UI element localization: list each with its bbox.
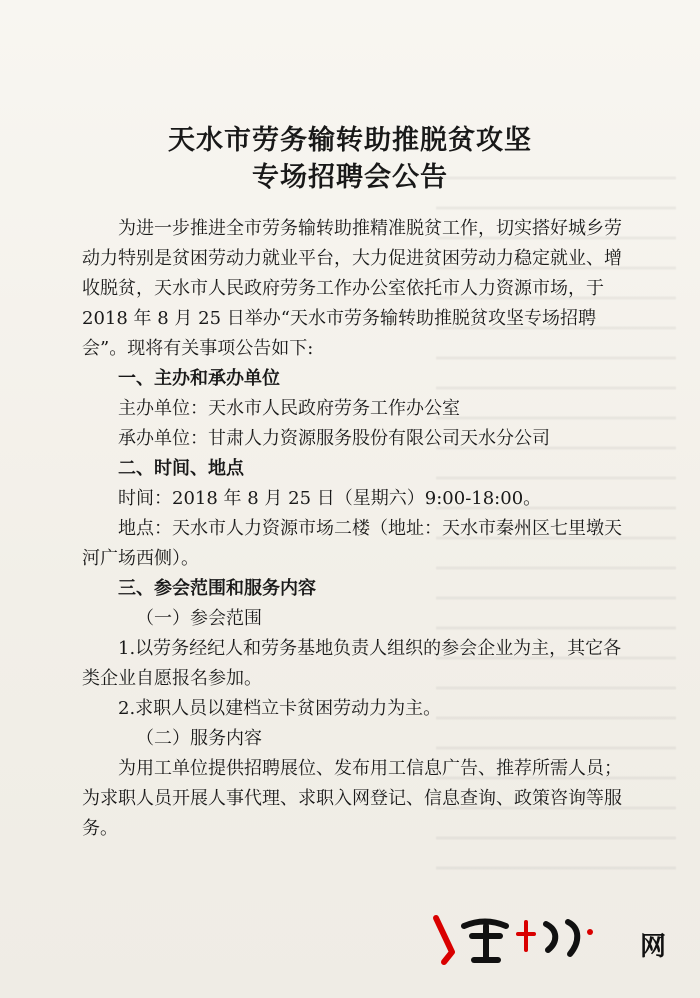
site-watermark: [426, 906, 666, 976]
service-content-text: 为用工单位提供招聘展位、发布用工信息广告、推荐所需人员；为求职人员开展人事代理、求职入网登记、信息查询、政策咨询等服务。: [82, 758, 622, 839]
calligraphy-logo-icon: [426, 908, 606, 972]
document-title-line1: 天水市劳务输转助推脱贫攻坚: [168, 125, 532, 156]
site-watermark-text: 网: [639, 931, 666, 961]
organizer-line: 承办单位：甘肃人力资源服务股份有限公司天水分公司: [118, 428, 550, 449]
place-line: 地点：天水市人力资源市场二楼（地址：天水市秦州区七里墩天河广场西侧）。: [82, 518, 622, 569]
section-3-heading: 三、参会范围和服务内容: [118, 578, 316, 599]
participation-scope-heading: （一）参会范围: [136, 608, 262, 629]
participation-item-1: 1.以劳务经纪人和劳务基地负责人组织的参会企业为主，其它各类企业自愿报名参加。: [82, 638, 622, 689]
service-content-heading: （二）服务内容: [136, 728, 262, 749]
section-2-heading: 二、时间、地点: [118, 458, 244, 479]
host-line: 主办单位：天水市人民政府劳务工作办公室: [118, 398, 460, 419]
section-1-heading: 一、主办和承办单位: [118, 368, 280, 389]
intro-paragraph: 为进一步推进全市劳务输转助推精准脱贫工作，切实搭好城乡劳动力特别是贫困劳动力就业平台，大力促进贫困劳动力稳定就业、增收脱贫，天水市人民政府劳务工作办公室依托市人力资源市场，于 2018 年 8 月 25 日举办“天水市劳务输转助推脱贫攻坚专场招聘会”。现将有关事项公告如下:: [82, 218, 622, 359]
participation-item-2: 2.求职人员以建档立卡贫困劳动力为主。: [118, 698, 442, 719]
time-line: 时间：2018 年 8 月 25 日（星期六）9:00-18:00。: [118, 488, 542, 509]
document-title-line2: 专场招聘会公告: [252, 162, 448, 193]
document-body: [82, 214, 630, 844]
